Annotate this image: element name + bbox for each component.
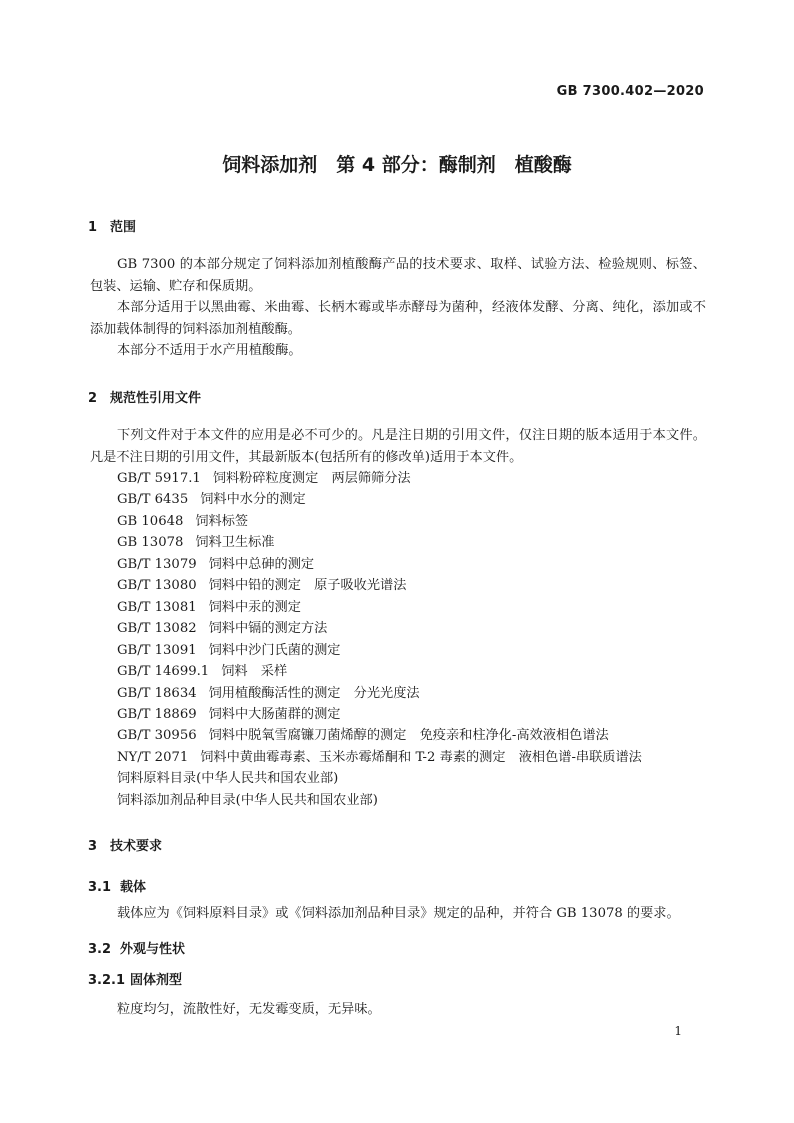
reference-title: 饲料中汞的测定 [208, 599, 301, 615]
section-title: 技术要求 [110, 839, 163, 854]
reference-title: 饲料 采样 [221, 664, 288, 680]
subsection-3-2-1-text: 粒度均匀，流散性好，无发霉变质，无异味。 [117, 1002, 381, 1017]
reference-item [117, 511, 642, 532]
section-3-heading [88, 835, 162, 854]
reference-item [117, 597, 642, 618]
section-number: 1 [88, 220, 98, 235]
reference-title: 饲用植酸酶活性的测定 分光光度法 [208, 685, 420, 701]
reference-item [117, 725, 642, 746]
reference-item [117, 768, 642, 789]
subsection-number: 3.1 [88, 880, 112, 895]
reference-code: NY/T 2071 [117, 749, 189, 765]
section-2-heading [88, 387, 201, 406]
document-title: 饲料添加剂 第 4 部分：酶制剂 植酸酶 [222, 154, 572, 176]
reference-title: 饲料中镉的测定方法 [208, 621, 328, 637]
reference-item [117, 532, 642, 553]
section-2-intro: 下列文件对于本文件的应用是必不可少的。凡是注日期的引用文件，仅注日期的版本适用于本文件。凡是不注日期的引用文件，其最新版本(包括所有的修改单)适用于本文件。 [90, 428, 706, 465]
reference-code: GB/T 13091 [117, 642, 197, 658]
reference-title: 饲料中水分的测定 [200, 492, 306, 508]
reference-code: GB/T 14699.1 [117, 664, 210, 680]
reference-title: 饲料原料目录(中华人民共和国农业部) [117, 771, 339, 787]
reference-code: GB/T 5917.1 [117, 471, 201, 486]
reference-item [117, 790, 642, 811]
section-title: 规范性引用文件 [110, 391, 202, 406]
section-1-paragraph-3: 本部分不适用于水产用植酸酶。 [117, 343, 302, 358]
reference-item [117, 618, 642, 639]
reference-code: GB/T 18634 [117, 685, 197, 701]
subsection-title: 外观与性状 [120, 942, 186, 957]
reference-code: GB 13078 [117, 535, 184, 551]
reference-item [117, 468, 642, 489]
subsection-number: 3.2.1 [88, 973, 126, 988]
subsection-number: 3.2 [88, 942, 112, 957]
subsection-3-1-heading [88, 876, 146, 895]
reference-title: 饲料中黄曲霉毒素、玉米赤霉烯酮和 T-2 毒素的测定 液相色谱-串联质谱法 [200, 749, 642, 765]
subsection-3-1-text: 载体应为《饲料原料目录》或《饲料添加剂品种目录》规定的品种，并符合 GB 13078 的要求。 [117, 906, 680, 921]
subsection-3-2-1-heading [88, 969, 182, 988]
reference-title: 饲料卫生标准 [195, 535, 275, 551]
reference-item [117, 683, 642, 704]
section-1-heading [88, 216, 136, 235]
section-1-paragraph-2: 本部分适用于以黑曲霉、米曲霉、长柄木霉或毕赤酵母为菌种，经液体发酵、分离、纯化，添加或不添加载体制得的饲料添加剂植酸酶。 [90, 300, 706, 337]
reference-item [117, 747, 642, 768]
reference-item [117, 704, 642, 725]
subsection-title: 固体剂型 [130, 973, 183, 988]
reference-title: 饲料中沙门氏菌的测定 [208, 642, 341, 658]
page-number: 1 [674, 1024, 682, 1038]
reference-item [117, 554, 642, 575]
reference-title: 饲料中总砷的测定 [208, 556, 315, 572]
reference-item [117, 489, 642, 510]
reference-item [117, 661, 642, 682]
reference-code: GB/T 6435 [117, 492, 189, 508]
reference-item [117, 575, 642, 596]
normative-reference-list [117, 468, 642, 811]
reference-code: GB/T 13080 [117, 578, 197, 594]
reference-title: 饲料添加剂品种目录(中华人民共和国农业部) [117, 792, 378, 808]
section-number: 2 [88, 391, 98, 406]
reference-title: 饲料中脱氧雪腐镰刀菌烯醇的测定 免疫亲和柱净化-高效液相色谱法 [208, 728, 609, 744]
reference-title: 饲料中铅的测定 原子吸收光谱法 [208, 578, 407, 594]
reference-code: GB/T 30956 [117, 728, 197, 744]
reference-title: 饲料粉碎粒度测定 两层筛筛分法 [212, 471, 411, 486]
section-1-paragraph-1: GB 7300 的本部分规定了饲料添加剂植酸酶产品的技术要求、取样、试验方法、检验规则、标签、包装、运输、贮存和保质期。 [90, 257, 706, 294]
subsection-title: 载体 [120, 880, 147, 895]
section-number: 3 [88, 839, 98, 854]
reference-code: GB/T 13082 [117, 621, 197, 637]
reference-title: 饲料标签 [195, 513, 249, 529]
subsection-3-2-heading [88, 938, 185, 957]
reference-item [117, 640, 642, 661]
reference-code: GB 10648 [117, 513, 184, 529]
reference-code: GB/T 13081 [117, 599, 197, 615]
reference-code: GB/T 18869 [117, 706, 197, 722]
reference-title: 饲料中大肠菌群的测定 [208, 706, 341, 722]
reference-code: GB/T 13079 [117, 556, 197, 572]
standard-number: GB 7300.402—2020 [556, 84, 704, 99]
section-title: 范围 [110, 220, 137, 235]
